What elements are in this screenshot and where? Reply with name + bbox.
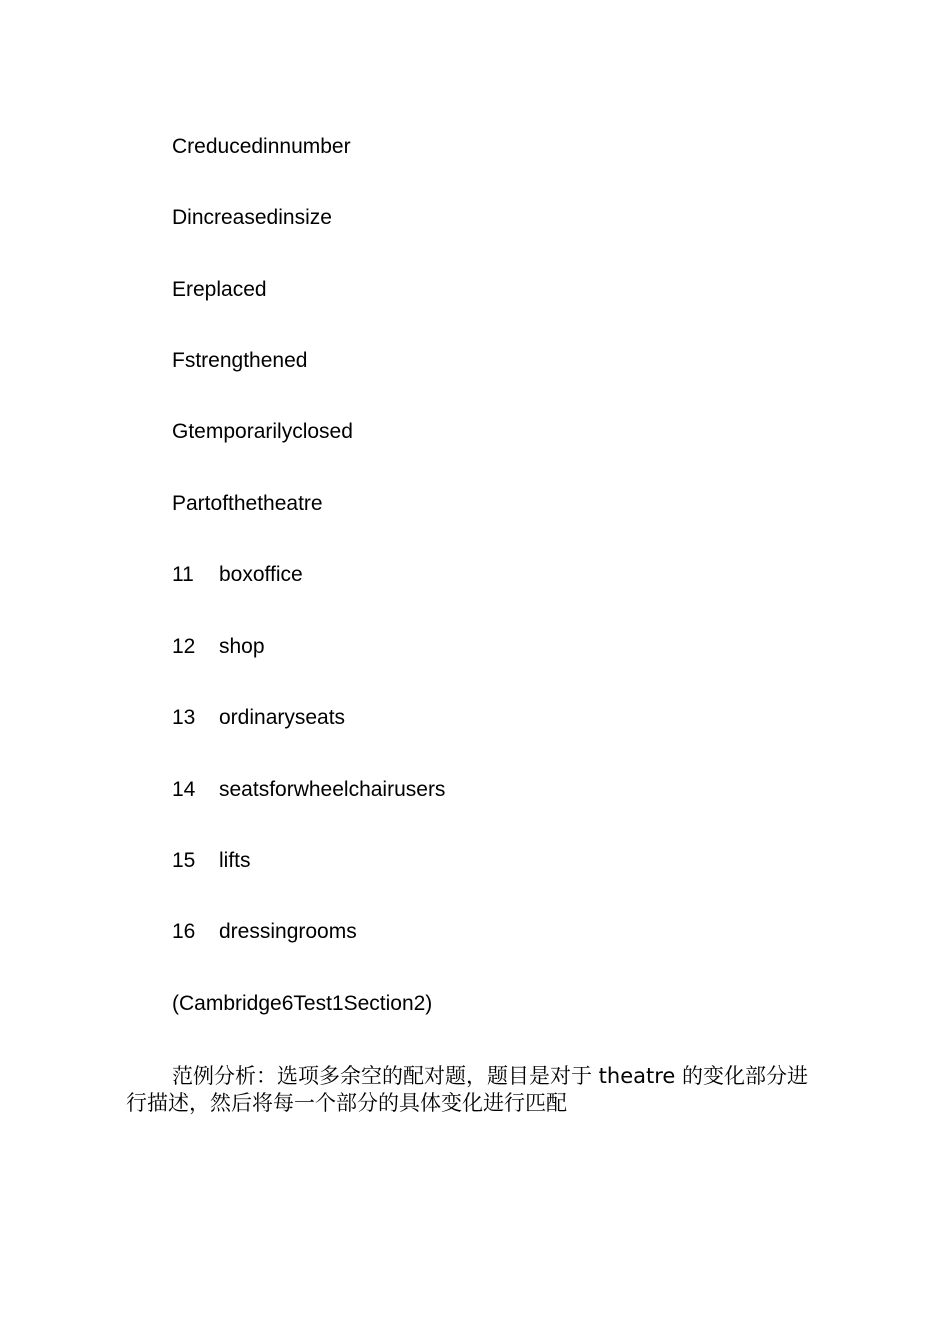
- question-14: [172, 776, 445, 804]
- question-text: shop: [219, 635, 265, 658]
- question-13: [172, 704, 345, 732]
- question-text: lifts: [219, 849, 251, 872]
- question-15: [172, 847, 251, 875]
- section-heading: Partofthetheatre: [172, 492, 323, 515]
- question-number: 13: [172, 706, 196, 729]
- question-text: seatsforwheelchairusers: [219, 778, 446, 801]
- question-11: [172, 561, 303, 589]
- analysis-paragraph: [126, 1063, 826, 1117]
- question-number: 14: [172, 778, 196, 801]
- source-citation: (Cambridge6Test1Section2): [172, 992, 433, 1015]
- question-number: 12: [172, 635, 196, 658]
- question-text: boxoffice: [219, 563, 303, 586]
- option-g: Gtemporarilyclosed: [172, 420, 353, 443]
- option-f: Fstrengthened: [172, 349, 308, 372]
- question-number: 16: [172, 920, 196, 943]
- question-12: [172, 633, 265, 661]
- analysis-text: 范例分析：选项多余空的配对题，题目是对于 theatre 的变化部分进行描述，然后将每一个部分的具体变化进行匹配: [126, 1064, 809, 1115]
- question-number: 11: [172, 563, 194, 586]
- option-c: Creducedinnumber: [172, 135, 351, 158]
- question-text: dressingrooms: [219, 920, 357, 943]
- question-text: ordinaryseats: [219, 706, 346, 729]
- question-number: 15: [172, 849, 196, 872]
- option-e: Ereplaced: [172, 278, 267, 301]
- question-16: [172, 918, 357, 946]
- option-d: Dincreasedinsize: [172, 206, 332, 229]
